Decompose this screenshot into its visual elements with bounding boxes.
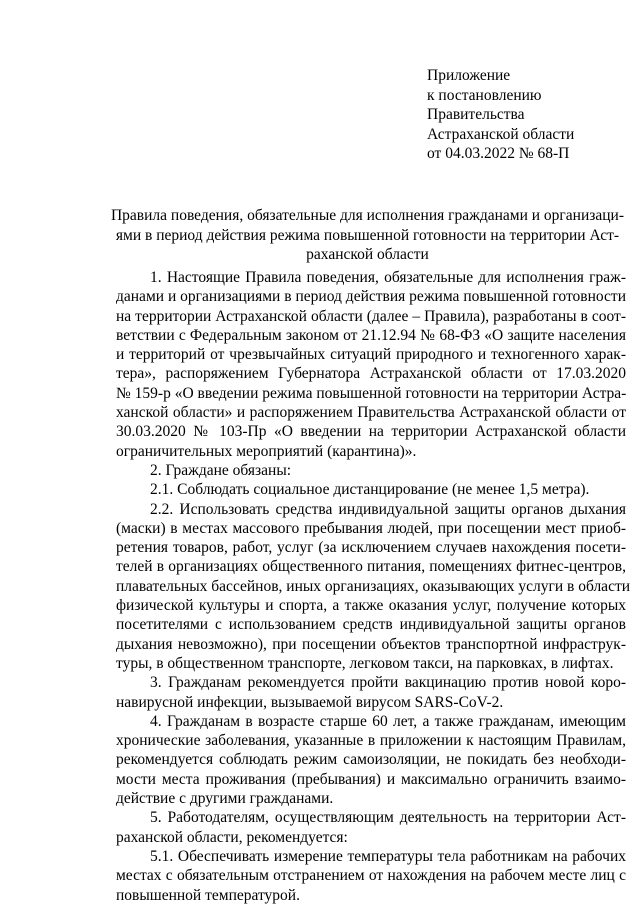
body-line: действие с другими гражданами.: [116, 790, 334, 808]
body-line: ретения товаров, работ, услуг (за исключением случаев нахождения посети-: [116, 539, 626, 557]
appendix-header: [427, 66, 574, 164]
document-title: [100, 206, 635, 265]
body-line: местах с обязательным отстранением от нахождения на рабочем месте лиц с: [116, 867, 626, 885]
appendix-line: к постановлению: [427, 86, 542, 104]
body-line: 4. Гражданам в возрасте старше 60 лет, а также гражданам, имеющим: [150, 712, 626, 730]
body-line: ветствии с Федеральным законом от 21.12.94 № 68-ФЗ «О защите населения: [116, 326, 626, 344]
body-line: телей в организациях общественного питания, помещениях фитнес-центров,: [116, 558, 626, 576]
body-line: 2. Граждане обязаны:: [150, 461, 292, 479]
body-line: 2.2. Использовать средства индивидуальной защиты органов дыхания: [150, 500, 626, 518]
body-line: 2.1. Соблюдать социальное дистанцирование (не менее 1,5 метра).: [150, 481, 590, 499]
body-line: (маски) в местах массового пребывания людей, при посещении мест приоб-: [116, 519, 626, 537]
body-line: ограничительных мероприятий (карантина)».: [116, 442, 417, 460]
body-line: посетителями с использованием средств индивидуальной защиты органов: [116, 616, 626, 634]
title-line: Правила поведения, обязательные для исполнения гражданами и организаци-: [110, 207, 625, 224]
body-line: тера», распоряжением Губернатора Астраханской области от 17.03.2020: [116, 365, 626, 383]
title-line: раханской области: [306, 246, 429, 263]
body-line: туры, в общественном транспорте, легковом такси, на парковках, в лифтах.: [116, 654, 614, 672]
body-line: 5.1. Обеспечивать измерение температуры тела работникам на рабочих: [150, 847, 626, 865]
body-line: раханской области, рекомендуется:: [116, 828, 348, 846]
appendix-line: Астраханской области: [427, 125, 575, 143]
body-line: навирусной инфекции, вызываемой вирусом SARS-CoV-2.: [116, 693, 504, 711]
appendix-line: Правительства: [427, 106, 525, 123]
body-line: № 159-р «О введении режима повышенной готовности на территории Астра-: [116, 384, 627, 402]
body-line: 5. Работодателям, осуществляющим деятельность на территории Аст-: [150, 809, 626, 827]
body-line: дыхания невозможно), при посещении объектов транспортной инфраструк-: [116, 635, 626, 653]
body-line: 30.03.2020 № 103-Пр «О введении на территории Астраханской области: [116, 423, 626, 441]
body-line: повышенной температурой.: [116, 886, 300, 904]
body-line: данами и организациями в период действия режима повышенной готовности: [116, 288, 626, 306]
body-line: хронические заболевания, указанные в приложении к настоящим Правилам,: [116, 732, 626, 750]
appendix-line: от 04.03.2022 № 68-П: [427, 145, 570, 162]
body-line: мости места проживания (пребывания) и максимально ограничить взаимо-: [116, 770, 626, 788]
body-line: рекомендуется соблюдать режим самоизоляции, не покидать без необходи-: [116, 751, 626, 769]
body-line: ханской области» и распоряжением Правительства Астраханской области от: [116, 404, 626, 422]
body-line: физической культуры и спорта, а также оказания услуг, получение которых: [116, 597, 626, 615]
title-line: ями в период действия режима повышенной готовности на территории Аст-: [115, 226, 620, 244]
body-line: и территорий от чрезвычайных ситуаций природного и техногенного харак-: [116, 346, 626, 364]
appendix-line: Приложение: [427, 67, 511, 84]
body-line: 3. Гражданам рекомендуется пройти вакцинацию против новой коро-: [150, 674, 626, 692]
body-line: плавательных бассейнов, иных организациях, оказывающих услуги в области: [116, 577, 631, 595]
document-body: [116, 268, 631, 905]
body-line: 1. Настоящие Правила поведения, обязательные для исполнения граж-: [150, 269, 626, 286]
body-line: на территории Астраханской области (далее – Правила), разработаны в соот-: [116, 307, 626, 325]
